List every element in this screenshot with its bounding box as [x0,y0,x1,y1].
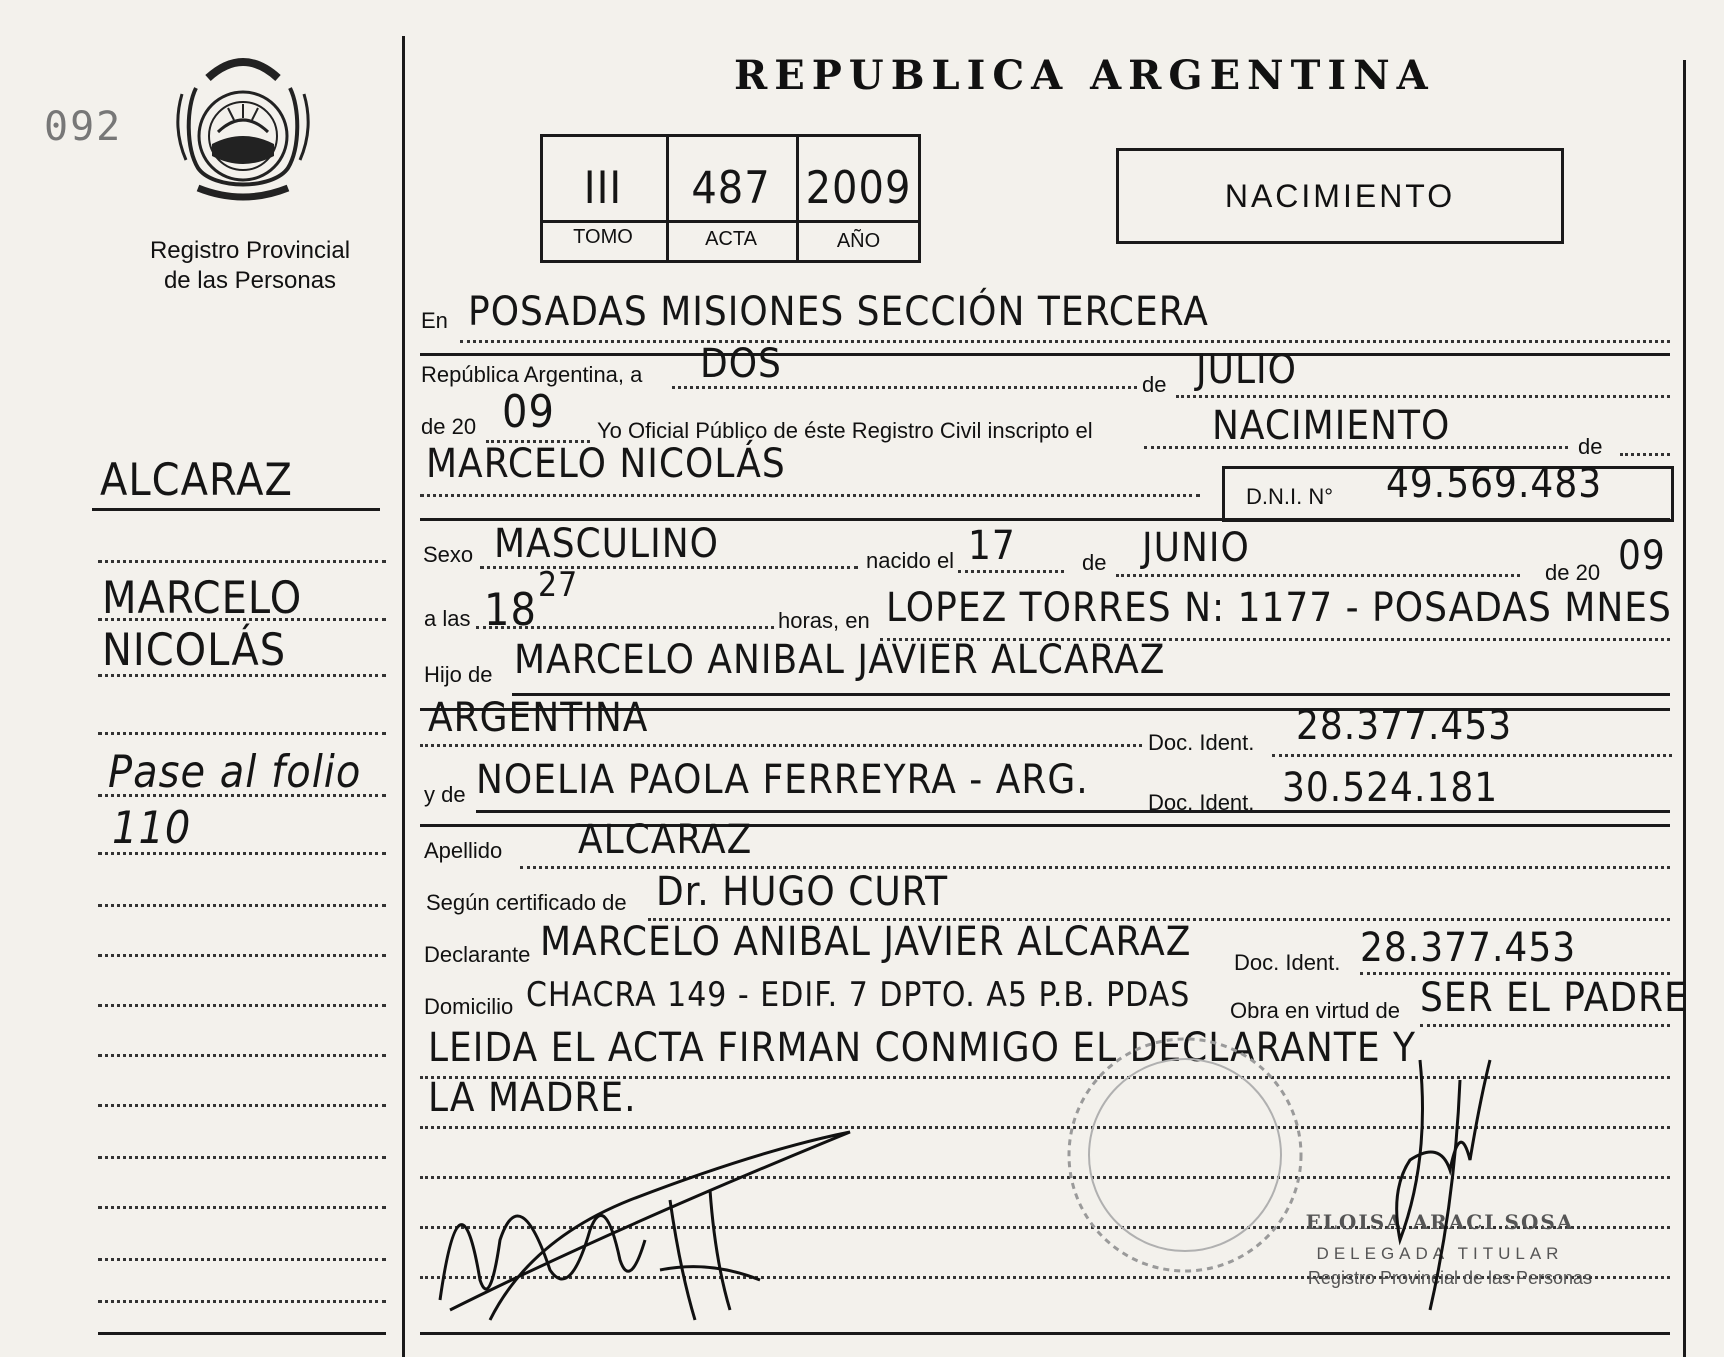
stamp-office: Registro Provincial de las Personas [1307,1268,1593,1288]
field-dia-inscripcion: DOS [700,341,782,387]
signature-oficial [1360,1040,1520,1320]
label-de-20: de 20 [421,414,477,439]
stamp-name: ELOISA ARACI SOSA [1305,1210,1575,1234]
tomo-value: III [583,162,623,214]
issuer-line-2: de las Personas [163,267,337,294]
anio-value: 2009 [805,162,912,214]
field-doc-padre: 28.377.453 [1296,703,1513,749]
margin-nombre-2: NICOLÁS [102,624,287,676]
label-segun: Según certificado de [426,890,627,915]
label-sexo: Sexo [423,542,474,567]
official-stamp [1060,1030,1310,1280]
field-mes-inscripcion: JULIO [1196,347,1297,393]
field-lugar-nacimiento: LOPEZ TORRES N: 1177 - POSADAS MNES [886,585,1672,631]
stamp-role: DELEGADA TITULAR [1316,1244,1564,1263]
label-doc-ident-madre: Doc. Ident. [1148,790,1255,815]
field-declarante: MARCELO ANIBAL JAVIER ALCARAZ [540,919,1192,965]
field-domicilio: CHACRA 149 - EDIF. 7 DPTO. A5 P.B. PDAS [526,975,1191,1015]
field-observacion-2: LA MADRE. [428,1075,637,1121]
field-mes-nacimiento: JUNIO [1142,525,1250,571]
label-domicilio: Domicilio [424,994,514,1019]
field-dni: 49.569.483 [1386,461,1603,507]
label-doc-ident-declarante: Doc. Ident. [1234,950,1341,975]
field-apellido: ALCARAZ [578,817,753,863]
anio-label: AÑO [836,230,881,252]
tomo-label: TOMO [573,226,633,248]
field-certificado: Dr. HUGO CURT [656,869,949,915]
field-doc-madre: 30.524.181 [1282,765,1499,811]
margin-apellido: ALCARAZ [100,454,293,506]
label-dni: D.N.I. N° [1246,484,1334,509]
label-obra: Obra en virtud de [1230,998,1400,1023]
signature-declarante [430,1120,860,1340]
field-sexo: MASCULINO [494,521,719,567]
label-de-3: de [1082,550,1107,575]
field-minutos: 27 [538,565,579,605]
label-apellido: Apellido [424,838,503,863]
field-dia-nacimiento: 17 [968,523,1016,569]
page-number: 092 [44,104,123,150]
label-republica: República Argentina, a [421,362,643,387]
field-lugar: POSADAS MISIONES SECCIÓN TERCERA [468,289,1209,335]
page-title: REPUBLICA ARGENTINA [734,52,1435,99]
label-de-2: de [1578,434,1603,459]
field-madre: NOELIA PAOLA FERREYRA - ARG. [476,757,1089,803]
field-doc-declarante: 28.377.453 [1360,925,1577,971]
label-horas-en: horas, en [778,608,870,633]
field-inscripto: NACIMIENTO [1212,403,1451,449]
acta-value: 487 [691,162,771,214]
label-hijo-de: Hijo de [424,662,493,687]
field-padre: MARCELO ANIBAL JAVIER ALCARAZ [514,637,1166,683]
acta-label: ACTA [705,228,757,250]
field-anio-nacimiento: 09 [1618,533,1666,579]
field-anio-inscripcion: 09 [502,386,555,438]
issuer-line-1: Registro Provincial [149,237,351,264]
label-de-1: de [1142,372,1167,397]
label-de-20-nacimiento: de 20 [1545,560,1601,585]
field-nacionalidad-padre: ARGENTINA [428,695,649,741]
record-type-label: NACIMIENTO [1224,178,1456,214]
label-y-de: y de [424,782,466,807]
field-hora: 18 [484,584,537,636]
field-observacion-1: LEIDA EL ACTA FIRMAN CONMIGO EL DECLARANTE Y [428,1025,1417,1071]
label-declarante: Declarante [424,942,531,967]
label-en: En [421,308,448,333]
margin-divider [402,36,405,1357]
field-obra-virtud: SER EL PADRE [1420,975,1688,1021]
margin-nombre-1: MARCELO [102,572,303,624]
label-oficial: Yo Oficial Público de éste Registro Civil inscripto el [597,418,1093,443]
margin-nota-2: 110 [112,802,192,854]
field-nombre: MARCELO NICOLÁS [426,441,786,487]
margin-nota-1: Pase al folio [108,746,362,798]
label-a-las: a las [424,606,471,631]
right-border [1683,60,1686,1357]
provincial-seal [168,48,318,208]
label-nacido: nacido el [866,548,955,573]
label-doc-ident-padre: Doc. Ident. [1148,730,1255,755]
